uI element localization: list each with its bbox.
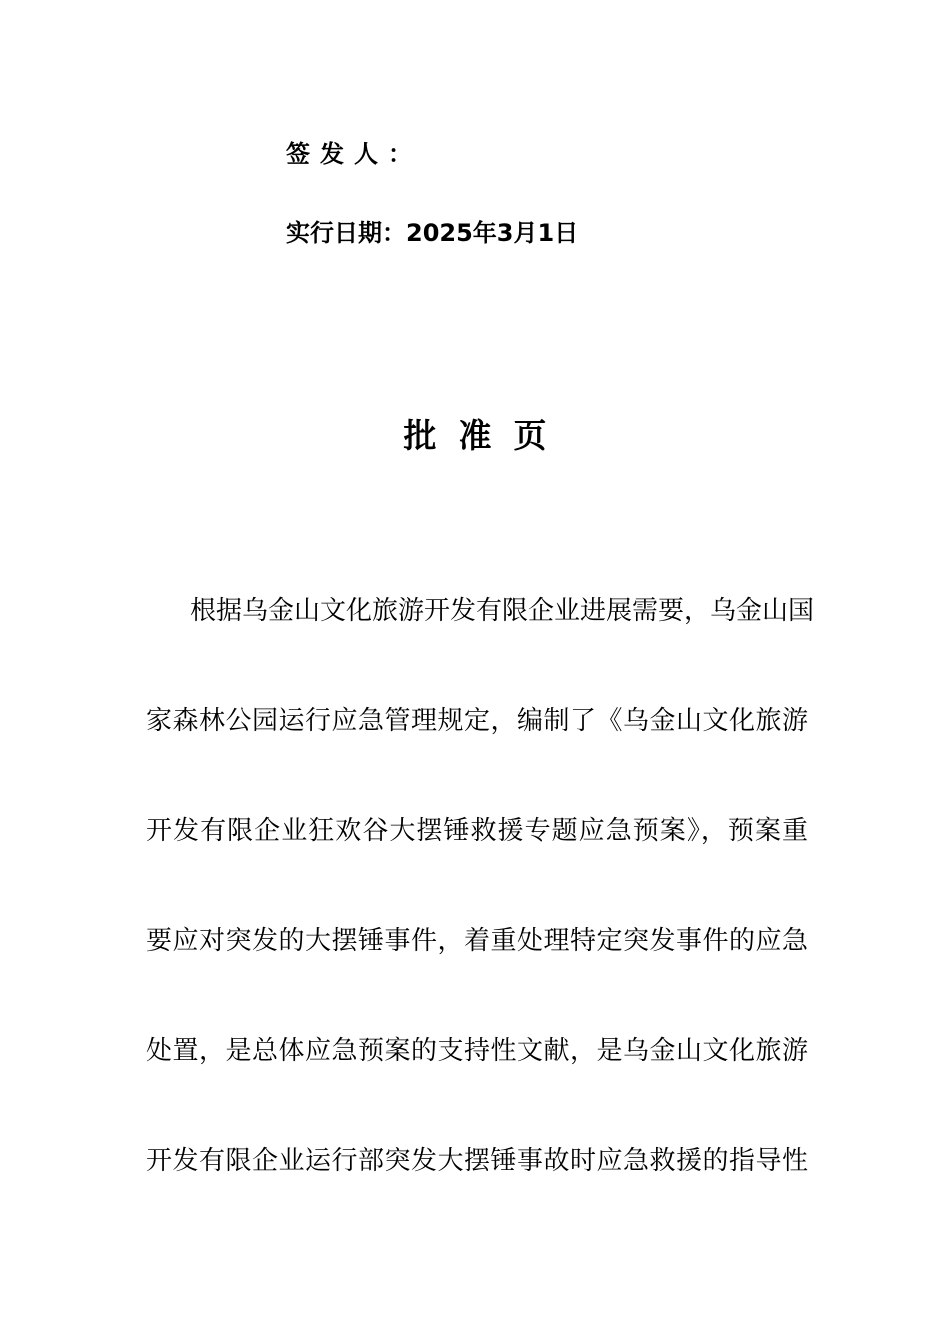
paragraph-line: 处置，是总体应急预案的支持性文献，是乌金山文化旅游: [146, 1036, 808, 1066]
effective-date: 实行日期：2025年3月1日: [286, 219, 579, 247]
paragraph-line: 根据乌金山文化旅游开发有限企业进展需要，乌金山国: [190, 596, 815, 626]
page-title: 批准页: [403, 416, 569, 455]
approval-paragraph: [146, 596, 815, 1256]
paragraph-line: 开发有限企业狂欢谷大摆锤救援专题应急预案》，预案重: [146, 816, 808, 846]
paragraph-line: 开发有限企业运行部突发大摆锤事故时应急救援的指导性: [146, 1146, 808, 1176]
paragraph-line: 要应对突发的大摆锤事件，着重处理特定突发事件的应急: [146, 926, 808, 956]
paragraph-line: 家森林公园运行应急管理规定，编制了《乌金山文化旅游: [146, 706, 808, 736]
signer-label: 签发人：: [286, 140, 422, 168]
